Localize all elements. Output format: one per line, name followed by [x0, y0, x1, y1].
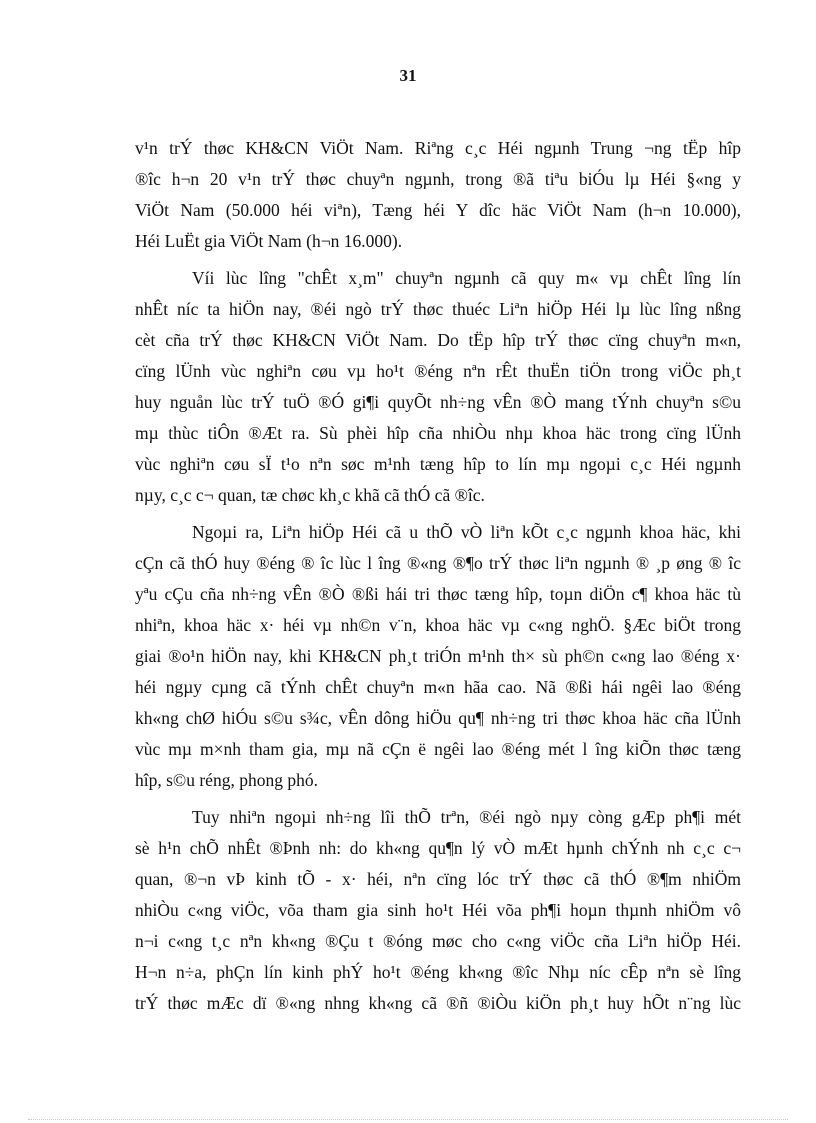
page-bottom-rule — [28, 1119, 788, 1120]
text-line: cÇn cã thÓ huy ®éng ® îc lùc l îng ®«ng ®¶o trÝ thøc liªn ngµnh ® ¸p øng ® îc — [135, 553, 741, 573]
text-line: trÝ thøc mÆc dï ®«ng nhng kh«ng cã ®ñ ®iÒu kiÖn ph¸t huy hÕt n¨ng lùc — [135, 993, 741, 1013]
text-line: héi ngµy cµng cã tÝnh chÊt chuyªn m«n hãa cao. Nã ®ßi hái ngêi lao ®éng — [135, 677, 741, 697]
text-line: cïng lÜnh vùc nghiªn cøu vµ ho¹t ®éng nªn rÊt thuËn tiÖn trong viÖc ph¸t — [135, 361, 741, 381]
body-text — [135, 133, 741, 1019]
text-line: v¹n trÝ thøc KH&CN ViÖt Nam. Riªng c¸c Héi ngµnh Trung ¬ng tËp hîp — [135, 138, 741, 158]
text-line: hîp, s©u réng, phong phó. — [135, 770, 318, 790]
text-line: kh«ng chØ hiÓu s©u s¾c, vÊn dông hiÖu qu¶ nh÷ng tri thøc khoa häc cña lÜnh — [135, 708, 741, 728]
text-line: mµ thùc tiÔn ®Æt ra. Sù phèi hîp cña nhiÒu nhµ khoa häc trong cïng lÜnh — [135, 423, 741, 443]
text-line: Tuy nhiªn ngoµi nh÷ng lîi thÕ trªn, ®éi ngò nµy còng gÆp ph¶i mét — [192, 807, 741, 827]
text-line: sè h¹n chÕ nhÊt ®Þnh nh: do kh«ng qu¶n lý vÒ mÆt hµnh chÝnh nh c¸c c¬ — [135, 838, 741, 858]
text-line: cèt cña trÝ thøc KH&CN ViÖt Nam. Do tËp hîp trÝ thøc cïng chuyªn m«n, — [135, 330, 741, 350]
text-line: giai ®o¹n hiÖn nay, khi KH&CN ph¸t triÓn m¹nh th× sù ph©n c«ng lao ®éng x· — [135, 646, 741, 666]
paragraph-4 — [135, 802, 741, 1019]
text-line: Ngoµi ra, Liªn hiÖp Héi cã u thÕ vÒ liªn kÕt c¸c ngµnh khoa häc, khi — [192, 522, 741, 542]
text-line: yªu cÇu cña nh÷ng vÊn ®Ò ®ßi hái tri thøc tæng hîp, toµn diÖn c¶ khoa häc tù — [135, 584, 741, 604]
text-line: ®îc h¬n 20 v¹n trÝ thøc chuyªn ngµnh, trong ®ã tiªu biÓu lµ Héi §«ng y — [135, 169, 741, 189]
text-line: Víi lùc lîng "chÊt x¸m" chuyªn ngµnh cã quy m« vµ chÊt lîng lín — [192, 268, 741, 288]
text-line: Héi LuËt gia ViÖt Nam (h¬n 16.000). — [135, 231, 403, 251]
paragraph-2 — [135, 263, 741, 511]
text-line: vùc nghiªn cøu sÏ t¹o nªn søc m¹nh tæng hîp to lín mµ ngoµi c¸c Héi ngµnh — [135, 454, 741, 474]
text-line: ViÖt Nam (50.000 héi viªn), Tæng héi Y dîc häc ViÖt Nam (h¬n 10.000), — [135, 200, 741, 220]
text-line: nhÊt níc ta hiÖn nay, ®éi ngò trÝ thøc thuéc Liªn hiÖp Héi lµ lùc lîng nßng — [135, 299, 741, 319]
text-line: huy nguån lùc trÝ tuÖ ®Ó gi¶i quyÕt nh÷ng vÊn ®Ò mang tÝnh chuyªn s©u — [135, 392, 741, 412]
paragraph-3 — [135, 517, 741, 796]
page-number: 31 — [399, 66, 417, 85]
text-line: n¬i c«ng t¸c nªn kh«ng ®Çu t ®óng møc cho c«ng viÖc cña Liªn hiÖp Héi. — [135, 931, 741, 951]
text-line: nhiªn, khoa häc x· héi vµ nh©n v¨n, khoa häc vµ c«ng nghÖ. §Æc biÖt trong — [135, 615, 741, 635]
text-line: vùc mµ m×nh tham gia, mµ nã cÇn ë ngêi lao ®éng mét l îng kiÕn thøc tæng — [135, 739, 741, 759]
text-line: quan, ®¬n vÞ kinh tÕ - x· héi, nªn cïng lóc trÝ thøc cã thÓ ®¶m nhiÖm — [135, 869, 741, 889]
text-line: nµy, c¸c c¬ quan, tæ chøc kh¸c khã cã thÓ cã ®îc. — [135, 485, 485, 505]
paragraph-1 — [135, 133, 741, 257]
text-line: H¬n n÷a, phÇn lín kinh phÝ ho¹t ®éng kh«ng ®îc Nhµ níc cÊp nªn sè lîng — [135, 962, 741, 982]
text-line: nhiÒu c«ng viÖc, võa tham gia sinh ho¹t Héi võa ph¶i hoµn thµnh nhiÖm vô — [135, 900, 741, 920]
